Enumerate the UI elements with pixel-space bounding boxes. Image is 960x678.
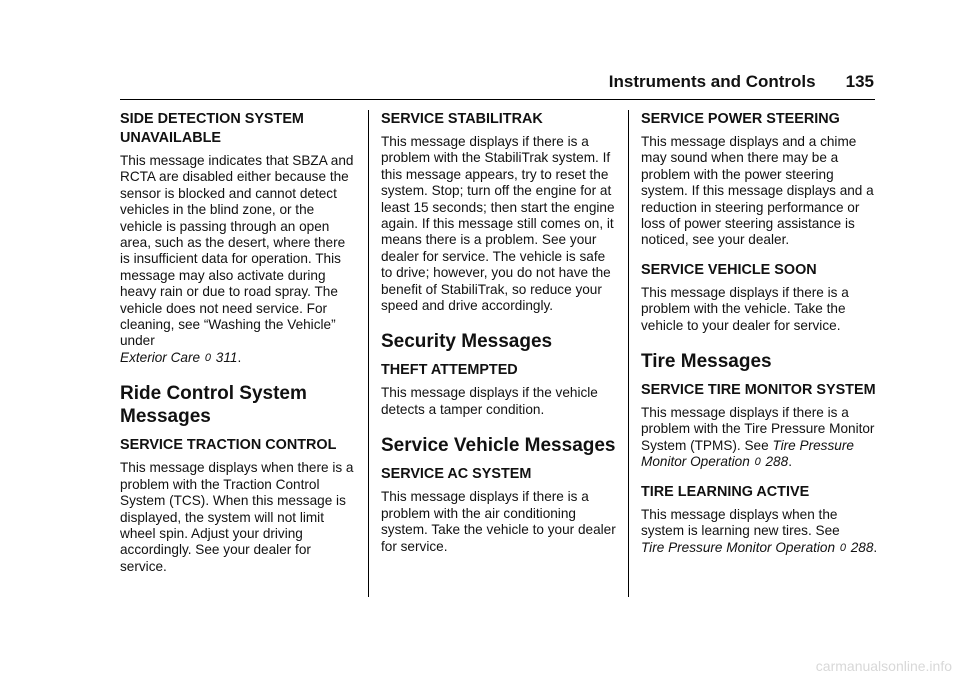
link-tpms[interactable]: Tire Pressure Monitor Operation 0 288 (641, 437, 854, 470)
paragraph-stabilitrak: This message displays if there is a problem with the StabiliTrak system. If this message appears, try to reset the system. Stop; turn off the engine for at least 15 seconds; then start the engine again. If this message still comes on, it means there is a problem. See your dealer for service. The vehicle is safe to drive; however, you do not have the benefit of StabiliTrak, so reduce your speed and drive accordingly. (381, 134, 615, 314)
column-1 (120, 110, 358, 587)
page-number: 135 (845, 72, 874, 91)
watermark: carmanualsonline.info (815, 658, 952, 674)
heading-power-steering: SERVICE POWER STEERING (641, 111, 840, 127)
column-3 (641, 110, 879, 568)
column-divider (368, 110, 369, 597)
heading-security: Security Messages (381, 331, 553, 353)
heading-tire-monitor: SERVICE TIRE MONITOR SYSTEM (641, 382, 876, 399)
page-header (609, 72, 874, 92)
paragraph-traction-control: This message displays when there is a problem with the Traction Control System (TCS). When this message is displayed, the system will not limit wheel spin. Adjust your driving accordingly. See your dealer for service. (120, 460, 354, 574)
heading-ride-control: Ride Control System Messages (120, 383, 307, 428)
heading-ac: SERVICE AC SYSTEM (381, 466, 532, 483)
page-ref-icon: 0 (754, 456, 761, 469)
paragraph-vehicle-soon: This message displays if there is a problem with the vehicle. Take the vehicle to your dealer for service. (641, 284, 849, 333)
paragraph-tire-learning: This message displays when the system is learning new tires. See Tire Pressure Monitor Operation 0 288. (641, 506, 878, 555)
column-divider (628, 110, 629, 597)
section-title: Instruments and Controls (608, 72, 816, 91)
column-2 (381, 110, 619, 567)
link-exterior-care[interactable]: Exterior Care 0 311 (120, 349, 238, 365)
link-tpms-2[interactable]: Tire Pressure Monitor Operation 0 288 (641, 539, 874, 555)
header-rule (120, 99, 875, 100)
paragraph-power-steering: This message displays and a chime may sound when there may be a problem with the power steering system. If this message displays and a reduction in steering performance or loss of power steering assistance is noticed, see your dealer. (641, 134, 874, 248)
paragraph-ac: This message displays if there is a problem with the air conditioning system. Take the vehicle to your dealer for service. (381, 489, 616, 554)
heading-theft: THEFT ATTEMPTED (381, 362, 518, 379)
heading-tire: Tire Messages (641, 351, 772, 373)
paragraph-tire-monitor: This message displays if there is a problem with the Tire Pressure Monitor System (TPMS). See Tire Pressure Monitor Operation 0 288. (641, 405, 875, 470)
heading-stabilitrak: SERVICE STABILITRAK (381, 111, 543, 127)
heading-traction-control: SERVICE TRACTION CONTROL (120, 437, 337, 454)
heading-tire-learning: TIRE LEARNING ACTIVE (641, 483, 810, 500)
paragraph-side-detection: This message indicates that SBZA and RCTA are disabled either because the sensor is blocked and cannot detect vehicles in the blind zone, or the vehicle is passing through an open area, such as the desert, where there is insufficient data for operation. This message may also activate during heavy rain or due to road spray. The vehicle does not need service. For cleaning, see “Washing the Vehicle” under Exterior Care 0 311. (120, 153, 354, 365)
page-ref-icon: 0 (204, 351, 211, 364)
page-ref-icon: 0 (839, 541, 846, 554)
heading-side-detection: SIDE DETECTION SYSTEM UNAVAILABLE (120, 111, 304, 146)
paragraph-theft: This message displays if the vehicle detects a tamper condition. (381, 385, 598, 417)
heading-service-vehicle: Service Vehicle Messages (381, 435, 616, 457)
heading-vehicle-soon: SERVICE VEHICLE SOON (641, 261, 817, 278)
